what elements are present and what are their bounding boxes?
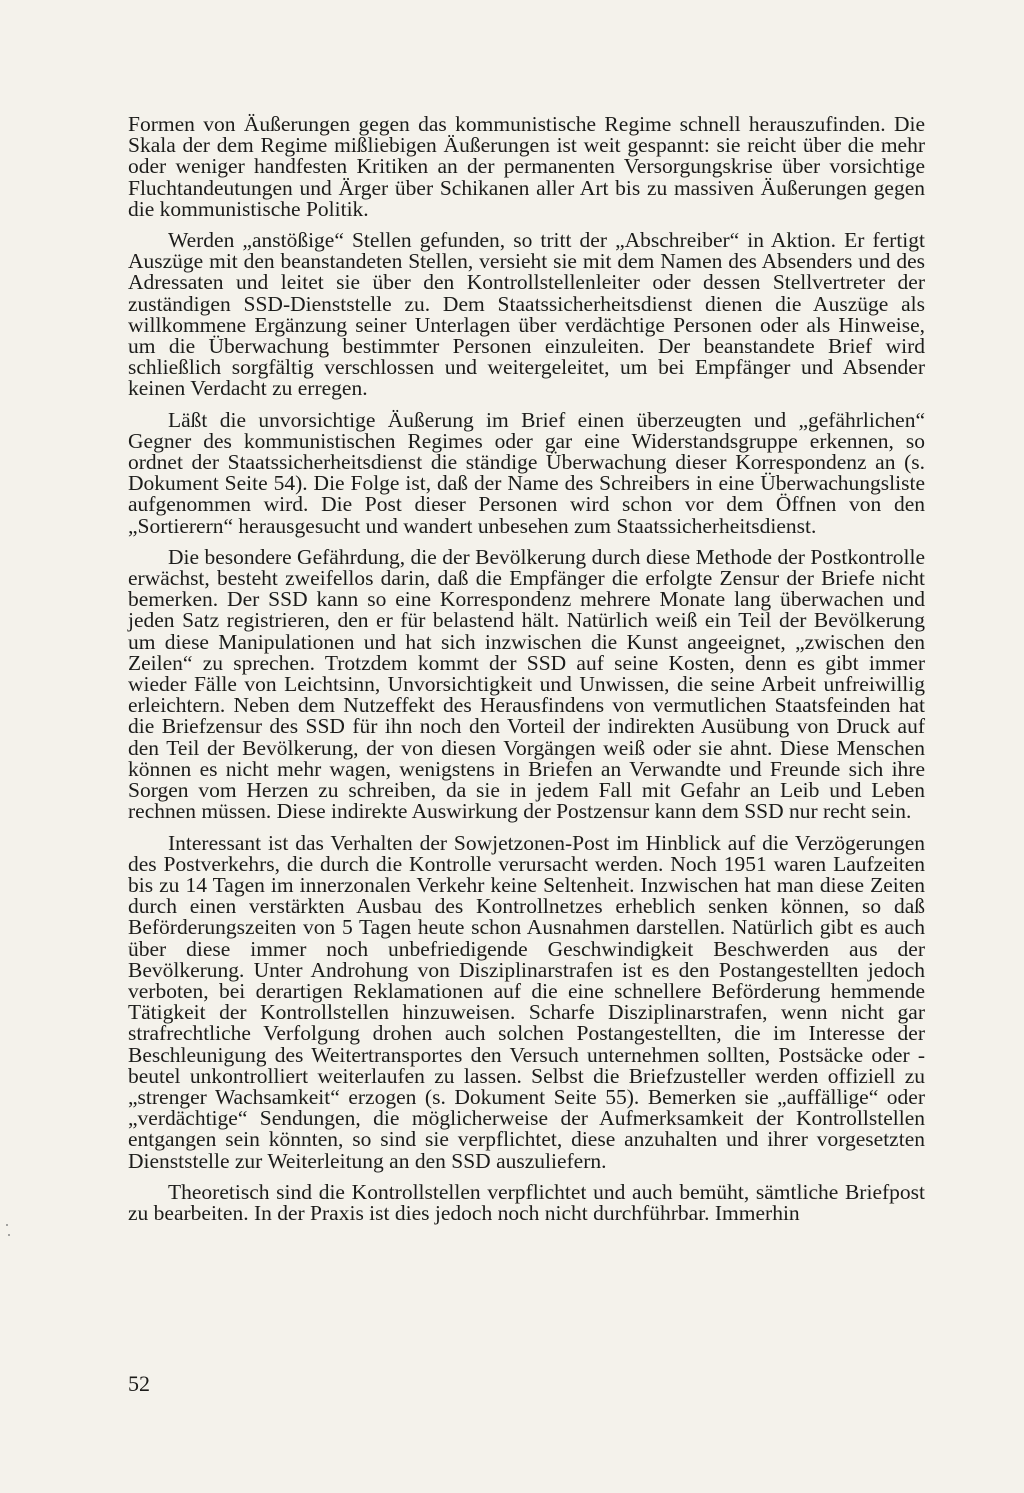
paragraph-3: Läßt die unvorsichtige Äußerung im Brief einen überzeugten und „gefährlichen“ Gegner des kommunistischen Regimes oder gar eine Widerstandsgruppe erkennen, so ordnet der Staatssicherheitsdienst die ständige Überwachung dieser Korrespondenz an (s. Dokument Seite 54). Die Folge ist, daß der Name des Schreibers in eine Überwachungsliste aufgenommen wird. Die Post dieser Personen wird schon vor dem Öffnen von den „Sortierern“ herausgesucht und wandert unbesehen zum Staatssicherheitsdienst.	[128, 407, 925, 538]
paragraph-4: Die besondere Gefährdung, die der Bevölkerung durch diese Methode der Postkontrolle erwächst, besteht zweifellos darin, daß die Empfänger die erfolgte Zensur der Briefe nicht bemerken. Der SSD kann so eine Korrespondenz mehrere Monate lang überwachen und jeden Satz registrieren, den er für belastend hält. Natürlich weiß ein Teil der Bevölkerung um diese Manipulationen und hat sich inzwischen die Kunst angeeignet, „zwischen den Zeilen“ zu sprechen. Trotzdem kommt der SSD auf seine Kosten, denn es gibt immer wieder Fälle von Leichtsinn, Unvorsichtigkeit und Unwissen, die seine Arbeit unfreiwillig erleichtern. Neben dem Nutzeffekt des Herausfindens von vermutlichen Staatsfeinden hat die Briefzensur des SSD für ihn noch den Vorteil der indirekten Ausübung von Druck auf den Teil der Bevölkerung, der von diesen Vorgängen weiß oder sie ahnt. Diese Menschen können es nicht mehr wagen, wenigstens in Briefen an Verwandte und Freunde sich ihre Sorgen vom Herzen zu schreiben, da sie in jedem Fall mit Gefahr an Leib und Leben rechnen müssen. Diese indirekte Auswirkung der Postzensur kann dem SSD nur recht sein.	[128, 544, 925, 824]
scan-speck	[8, 1234, 10, 1236]
scan-speck	[6, 1224, 8, 1226]
paragraph-5: Interessant ist das Verhalten der Sowjetzonen-Post im Hinblick auf die Verzögerungen des Postverkehrs, die durch die Kontrolle verursacht werden. Noch 1951 waren Laufzeiten bis zu 14 Tagen im innerzonalen Verkehr keine Seltenheit. Inzwischen hat man diese Zeiten durch einen verstärkten Ausbau des Kontrollnetzes erheblich senken können, so daß Beförderungszeiten von 5 Tagen heute schon Ausnahmen darstellen. Natürlich gibt es auch über diese immer noch unbefriedigende Geschwindigkeit Beschwerden aus der Bevölkerung. Unter Androhung von Disziplinarstrafen ist es den Postangestellten jedoch verboten, bei derartigen Reklamationen auf die eine schnellere Beförderung hemmende Tätigkeit der Kontrollstellen hinzuweisen. Scharfe Disziplinarstrafen, wenn nicht gar strafrechtliche Verfolgung drohen auch solchen Postangestellten, die im Interesse der Beschleunigung des Weitertransportes den Versuch unternehmen sollten, Postsäcke oder -beutel unkontrolliert weiterlaufen zu lassen. Selbst die Briefzusteller werden offiziell zu „strenger Wachsamkeit“ erzogen (s. Dokument Seite 55). Bemerken sie „auffällige“ oder „verdächtige“ Sendungen, die möglicherweise der Aufmerksamkeit der Kontrollstellen entgangen sein könnten, so sind sie verpflichtet, diese anzuhalten und ihrer vorgesetzten Dienststelle zur Weiterleitung an den SSD auszuliefern.	[128, 830, 925, 1173]
paragraph-2: Werden „anstößige“ Stellen gefunden, so tritt der „Abschreiber“ in Aktion. Er fertigt Auszüge mit den beanstandeten Stellen, versieht sie mit dem Namen des Absenders und des Adressaten und leitet sie über den Kontrollstellenleiter oder dessen Stellvertreter der zuständigen SSD-Dienststelle zu. Dem Staatssicherheitsdienst dienen die Auszüge als willkommene Ergänzung seiner Unterlagen über verdächtige Personen oder als Hinweise, um die Überwachung bestimmter Personen einzuleiten. Der beanstandete Brief wird schließlich sorgfältig verschlossen und weitergeleitet, um bei Empfänger und Absender keinen Verdacht zu erregen.	[128, 228, 925, 401]
paragraph-1: Formen von Äußerungen gegen das kommunistische Regime schnell herauszufinden. Die Skala der dem Regime mißliebigen Äußerungen ist weit gespannt: sie reicht über die mehr oder weniger handfesten Kritiken an der permanenten Versorgungskrise über vorsichtige Fluchtandeutungen und Ärger über Schikanen aller Art bis zu massiven Äußerungen gegen die kommunistische Politik.	[128, 112, 925, 221]
body-text	[128, 114, 925, 1234]
paragraph-6: Theoretisch sind die Kontrollstellen verpflichtet und auch bemüht, sämtliche Briefpost zu bearbeiten. In der Praxis ist dies jedoch noch nicht durchführbar. Immerhin	[128, 1179, 925, 1225]
page-number: 52	[128, 1371, 150, 1396]
